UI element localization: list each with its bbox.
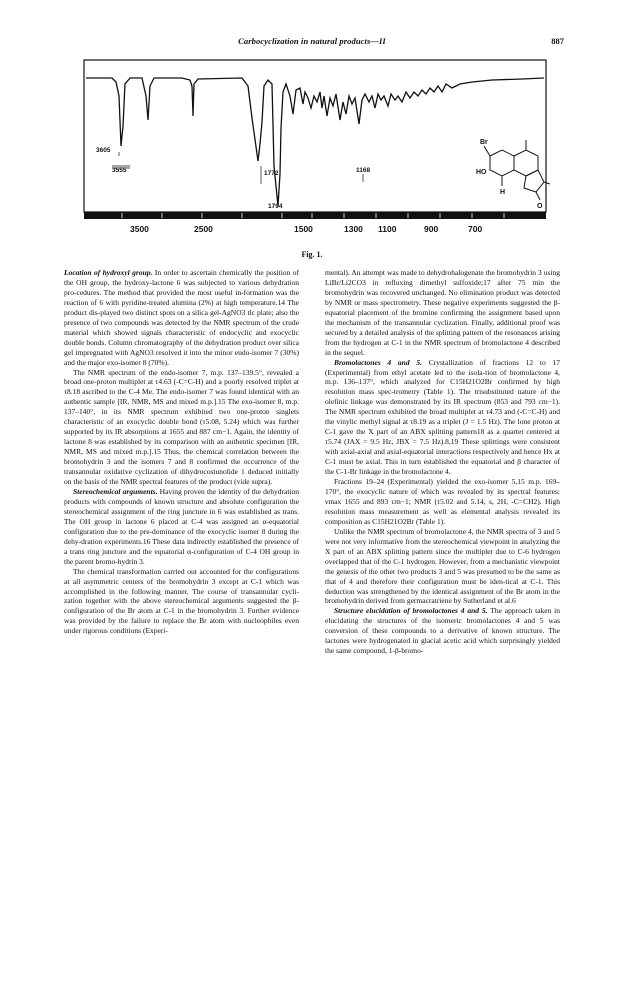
- wavenumber-scale-bar: [84, 212, 546, 219]
- peak-label-1168: 1168: [356, 167, 371, 174]
- ir-spectrum-figure: [82, 56, 550, 252]
- paragraph-text: Having proven the identity of the dehydration products with compounds of known structure and absolute configuration the stereochemical assignment of the ring juncture in 6 was established as trans. The OH group in lactone 6 placed at C-4 was assigned an α-equatorial configuration due to the pre-dominance of the exocyclic isomer 8 during the dehy-dration experiments.16 These data indirectly established the presence of a trans ring juncture and the equatorial α-configuration of C-4 OH group in the parent bromo-hydrin 3.: [64, 486, 299, 566]
- paragraph-text: In order to ascertain chemically the position of the OH group, the hydroxy-lactone 6 was subjected to various dehydration pro-cedures. The method that provided the most useful in-formation was the reaction of 6 with pyridine-treated alumina (2%) at high temperature.14 The product dis-played two distinct spots on a silica gel-AgNO3 tlc plate; also the presence of two compounds was detected by the NMR spectrum of the crude material which showed signals characteristic of endocyclic and exocyclic double bonds. Column chromatography of the dehydration product over silica gel impregnated with AgNO3 resolved it into the minor endo-isomer 7 (30%) and the major exo-isomer 8 (70%).: [64, 268, 299, 367]
- paragraph-chemical-transformation: The chemical transformation carried out accounted for the configurations at all asymmetric centers of the bromohydrin 3 except at C-1 which was accomplished in the following manner. The course of transannular cycli-zation together with the above stereochemical arguments suggested the β-configuration of the Br atom at C-1 in the bromohydrin 3. Further evidence was provided by the failure to replace the Br atom with nucleophiles even under rigorous conditions (Experi-: [64, 566, 299, 636]
- peak-label-1794: 1794: [268, 203, 283, 210]
- structure-br-label: Br: [480, 139, 488, 146]
- paragraph-structure-elucidation: [325, 606, 560, 656]
- plot-frame: [84, 60, 546, 212]
- page-header: [60, 36, 564, 50]
- paragraph-bromolactones: [325, 358, 560, 477]
- peak-label-1772: 1772: [264, 170, 279, 177]
- structure-ho-label: HO: [476, 169, 487, 176]
- ir-spectrum-plot: [82, 56, 550, 252]
- tick-label-2500: 2500: [194, 224, 213, 234]
- figure-caption: Fig. 1.: [301, 250, 323, 259]
- paragraph-text: The approach taken in elucidating the structures of the isomeric bromolactones 4 and 5 was conversion of these compounds to a derivative of known structure. The lactones were hydrogenated in glacial acetic acid which surprisingly yielded the same compound, 1-β-bromo-: [325, 606, 560, 656]
- page-number: 887: [551, 36, 564, 46]
- section-heading-stereochemical: Stereochemical arguments.: [73, 486, 158, 496]
- tick-label-1500: 1500: [294, 224, 313, 234]
- paragraph-stereochemical: [64, 487, 299, 567]
- bromohydrin-structure: [484, 140, 550, 200]
- running-head: Carbocyclization in natural products—II: [238, 36, 386, 46]
- paragraph-exo-isomer: Fractions 19–24 (Experimental) yielded the exo-isomer 5,15 m.p. 169–170°, the exocyclic nature of which was revealed by its spectral features: νmax 1655 and 893 cm−1; NMR (τ5.02 and 5.14, s, 2H, -C=CH2). High resolution mass measurement as well as elemental analysis revealed its composition as C15H21O2Br (Table 1).: [325, 477, 560, 526]
- peak-label-3605: 3605: [96, 147, 111, 154]
- paragraph-dehydrohalogenation: mental). An attempt was made to dehydrohalogenate the bromohydrin 3 using LiBr/Li2CO3 in refluxing dimethyl sulfoxide;17 after 75 min the bromohydrin was recovered unchanged. No elimination product was detected by NMR or mass spectrometry. These negative experiments suggested the β-equatorial placement of the bromine confirming the assignment based upon the mechanism of the transannular cyclization. Finally, additional proof was secured by a detailed analysis of the splitting pattern of the resonances arising from the hydrogen at C-1 in the NMR spectrum of bromolactone 4 described in the sequel.: [325, 268, 560, 357]
- right-column: [325, 268, 560, 656]
- tick-label-3500: 3500: [130, 224, 149, 234]
- paragraph-nmr-comparison: Unlike the NMR spectrum of bromolactone 4, the NMR spectra of 3 and 5 were not very informative from the stereochemical viewpoint in analyzing the X part of an ABX splitting pattern since the multiplet due to C-6 hydrogen overlapped that of the C-1 hydrogen. However, from a mechanistic viewpoint the genesis of the other two products 3 and 5 was presumed to be the same as that of 4 and therefore their configuration must be iden-tical at C-1. This deduction was strengthened by the identical assignment of the Br atom in the bromohydrin derived from germacratriene by Sutherland et al.6: [325, 526, 560, 606]
- left-column: [64, 268, 299, 636]
- structure-o-label: O: [537, 203, 543, 210]
- section-heading-structure-elucidation: Structure elucidation of bromolactones 4 and 5.: [334, 606, 488, 616]
- paragraph-location-hydroxyl: [64, 268, 299, 368]
- tick-label-700: 700: [468, 224, 483, 234]
- paragraph-endo-isomer: The NMR spectrum of the endo-isomer 7, m.p. 137–139.5°, revealed a broad one-proton multiplet at τ4.63 (-C=C-H) and a poorly resolved triplet at τ8.18 ascribed to the C-4 Me. The endo-isomer 7 was found identical with an authentic sample [IR, NMR, MS and mixed m.p.].15 The exo-isomer 8, m.p. 137–140°, in its NMR spectrum exhibited two one-proton singlets characteristic of an exocyclic double bond (τ5.08, 5.24) which was further supported by its IR absorptions at 1655 and 887 cm−1. Again, the identity of lactone 8 was established by its comparison with an authentic specimen [IR, NMR, MS and mixed m.p.].15 Thus, the chemical correlation between the bromohydrin 3 and the isomers 7 and 8 confirmed the occurrence of the transannular oxidative cyclization of dihydrocostunolide 1 deduced initially on the basis of the NMR spectral features of the product (vide supra).: [64, 367, 299, 487]
- section-heading-location-hydroxyl: Location of hydroxyl group.: [64, 268, 153, 277]
- spectrum-trace: [86, 78, 544, 206]
- tick-label-1300: 1300: [344, 224, 363, 234]
- tick-label-1100: 1100: [378, 224, 397, 234]
- paragraph-text: Crystallization of fractions 12 to 17 (Experimental) from ethyl acetate led to the isola-tion of bromolactone 4, m.p. 136–137°, which analyzed for C15H21O2Br confirmed by high resolution mass spec-trometry (Table 1). The trisubstituted nature of the olefinic linkage was demonstrated by its IR spectrum (853 and 793 cm−1). The NMR spectrum exhibited the broad multiplet at τ4.73 and (-C=C-H) and the vinylic methyl signal at τ8.19 as a triplet (J = 1.5 Hz). The lone proton at C-1 gave the X part of an ABX splitting pattern18 as a quartet centered at τ5.74 (JAX = 9.5 Hz, JBX = 7.5 Hz).8,19 These splittings were consistent with axial-axial and axial-equatorial interactions respectively and hence Hx at C-1 must be axial. This in turn established the equatorial and β character of the C-1-Br linkage in the bromolactone 4.: [325, 357, 560, 477]
- structure-h-label: H: [500, 189, 506, 196]
- tick-label-900: 900: [424, 224, 439, 234]
- section-heading-bromolactones: Bromolactones 4 and 5.: [334, 357, 422, 367]
- peak-label-3555: 3555: [112, 167, 127, 174]
- peak-leaders: [112, 152, 363, 202]
